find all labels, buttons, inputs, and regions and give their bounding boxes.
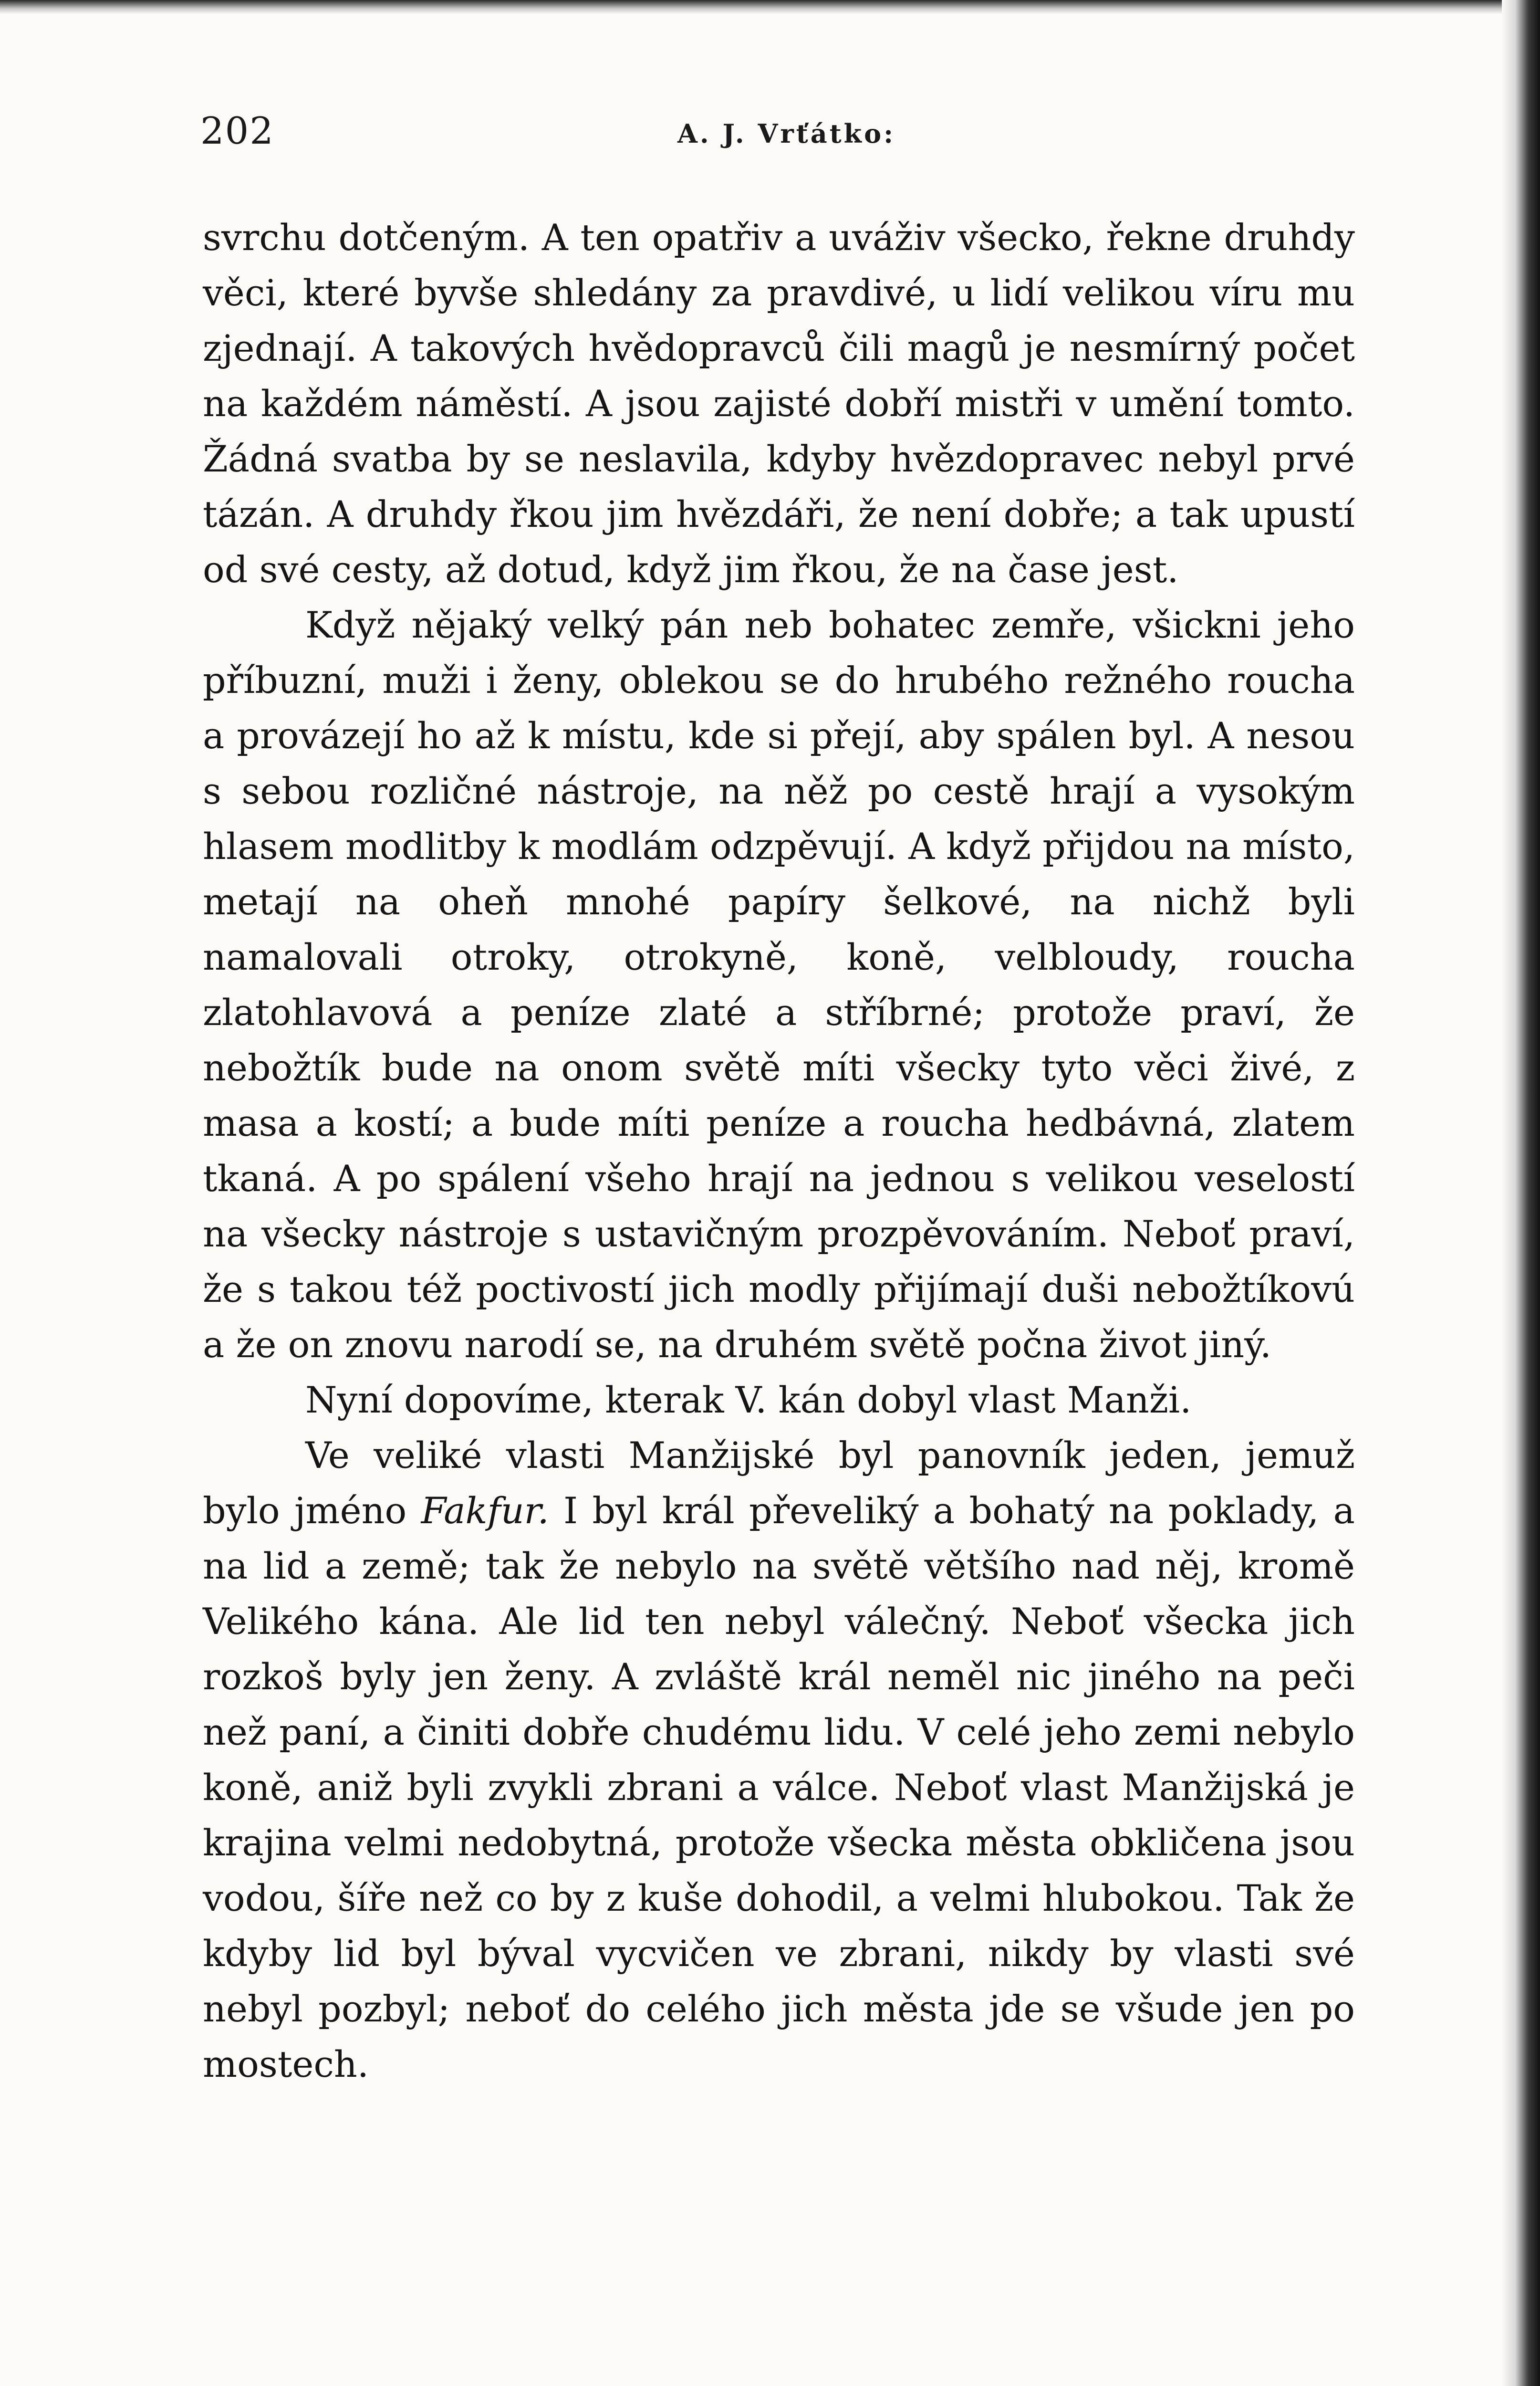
running-head: A. J. Vrťátko: [677, 118, 896, 149]
paragraph-4-rest: I byl král převeliký a bohatý na poklady, a na lid a země; tak že nebylo na světě většího nad něj, kromě Velikého kána. Ale lid ten nebyl válečný. Neboť všecka jich rozkoš byly jen ženy. A zvláště král neměl nic jiného na peči než paní, a činiti dobře chudému lidu. V celé jeho zemi nebylo koně, aniž byli zvykli zbrani a válce. Neboť vlast Manžijská je krajina velmi nedobytná, protože všecka města obkličena jsou vodou, šíře než co by z kuše dohodil, a velmi hlubokou. Tak že kdyby lid byl býval vycvičen ve zbrani, nikdy by vlasti své nebyl pozbyl; neboť do celého jich města jde se všude jen po mostech. [203, 1489, 1355, 2085]
page-number: 202 [200, 110, 274, 153]
paragraph-3: Nyní dopovíme, kterak V. kán dobyl vlast Manži. [305, 1379, 1192, 1421]
paragraph-2: Když nějaký velký pán neb bohatec zemře, všickni jeho příbuzní, muži i ženy, oblekou se do hrubého režného roucha a provázejí ho až k místu, kde si přejí, aby spálen byl. A nesou s sebou rozličné nástroje, na něž po cestě hrají a vysokým hlasem modlitby k modlám odzpěvují. A když přijdou na místo, metají na oheň mnohé papíry šelkové, na nichž byli namalovali otroky, otrokyně, koně, velbloudy, roucha zlatohlavová a peníze zlaté a stříbrné; protože praví, že nebožtík bude na onom světě míti všecky tyto věci živé, z masa a kostí; a bude míti peníze a roucha hedbávná, zlatem tkaná. A po spálení všeho hrají na jednou s velikou veselostí na všecky nástroje s ustavičným prozpěvováním. Neboť praví, že s takou též poctivostí jich modly přijímají duši nebožtíkovú a že on znovu narodí se, na druhém světě počna život jiný. [203, 604, 1355, 1366]
body-text [203, 210, 1355, 2092]
paragraph-4-start: Ve veliké vlasti Manžijské byl panovník jeden, jemuž bylo jméno [203, 1434, 1355, 1532]
page-top-edge [0, 0, 1540, 14]
page-header [200, 110, 1355, 167]
paragraph-1: svrchu dotčeným. A ten opatřiv a uváživ všecko, řekne druhdy věci, které byvše shledány za pravdivé, u lidí velikou víru mu zjednají. A takových hvědopravců čili magů je nesmírný počet na každém náměstí. A jsou zajisté dobří mistři v umění tomto. Žádná svatba by se neslavila, kdyby hvězdopravec nebyl prvé tázán. A druhdy řkou jim hvězdáři, že není dobře; a tak upustí od své cesty, až dotud, když jim řkou, že na čase jest. [203, 216, 1355, 591]
king-name: Fakfur. [421, 1489, 549, 1532]
paragraph-4 [203, 1428, 1355, 2092]
page-binding-edge [1502, 0, 1540, 2386]
